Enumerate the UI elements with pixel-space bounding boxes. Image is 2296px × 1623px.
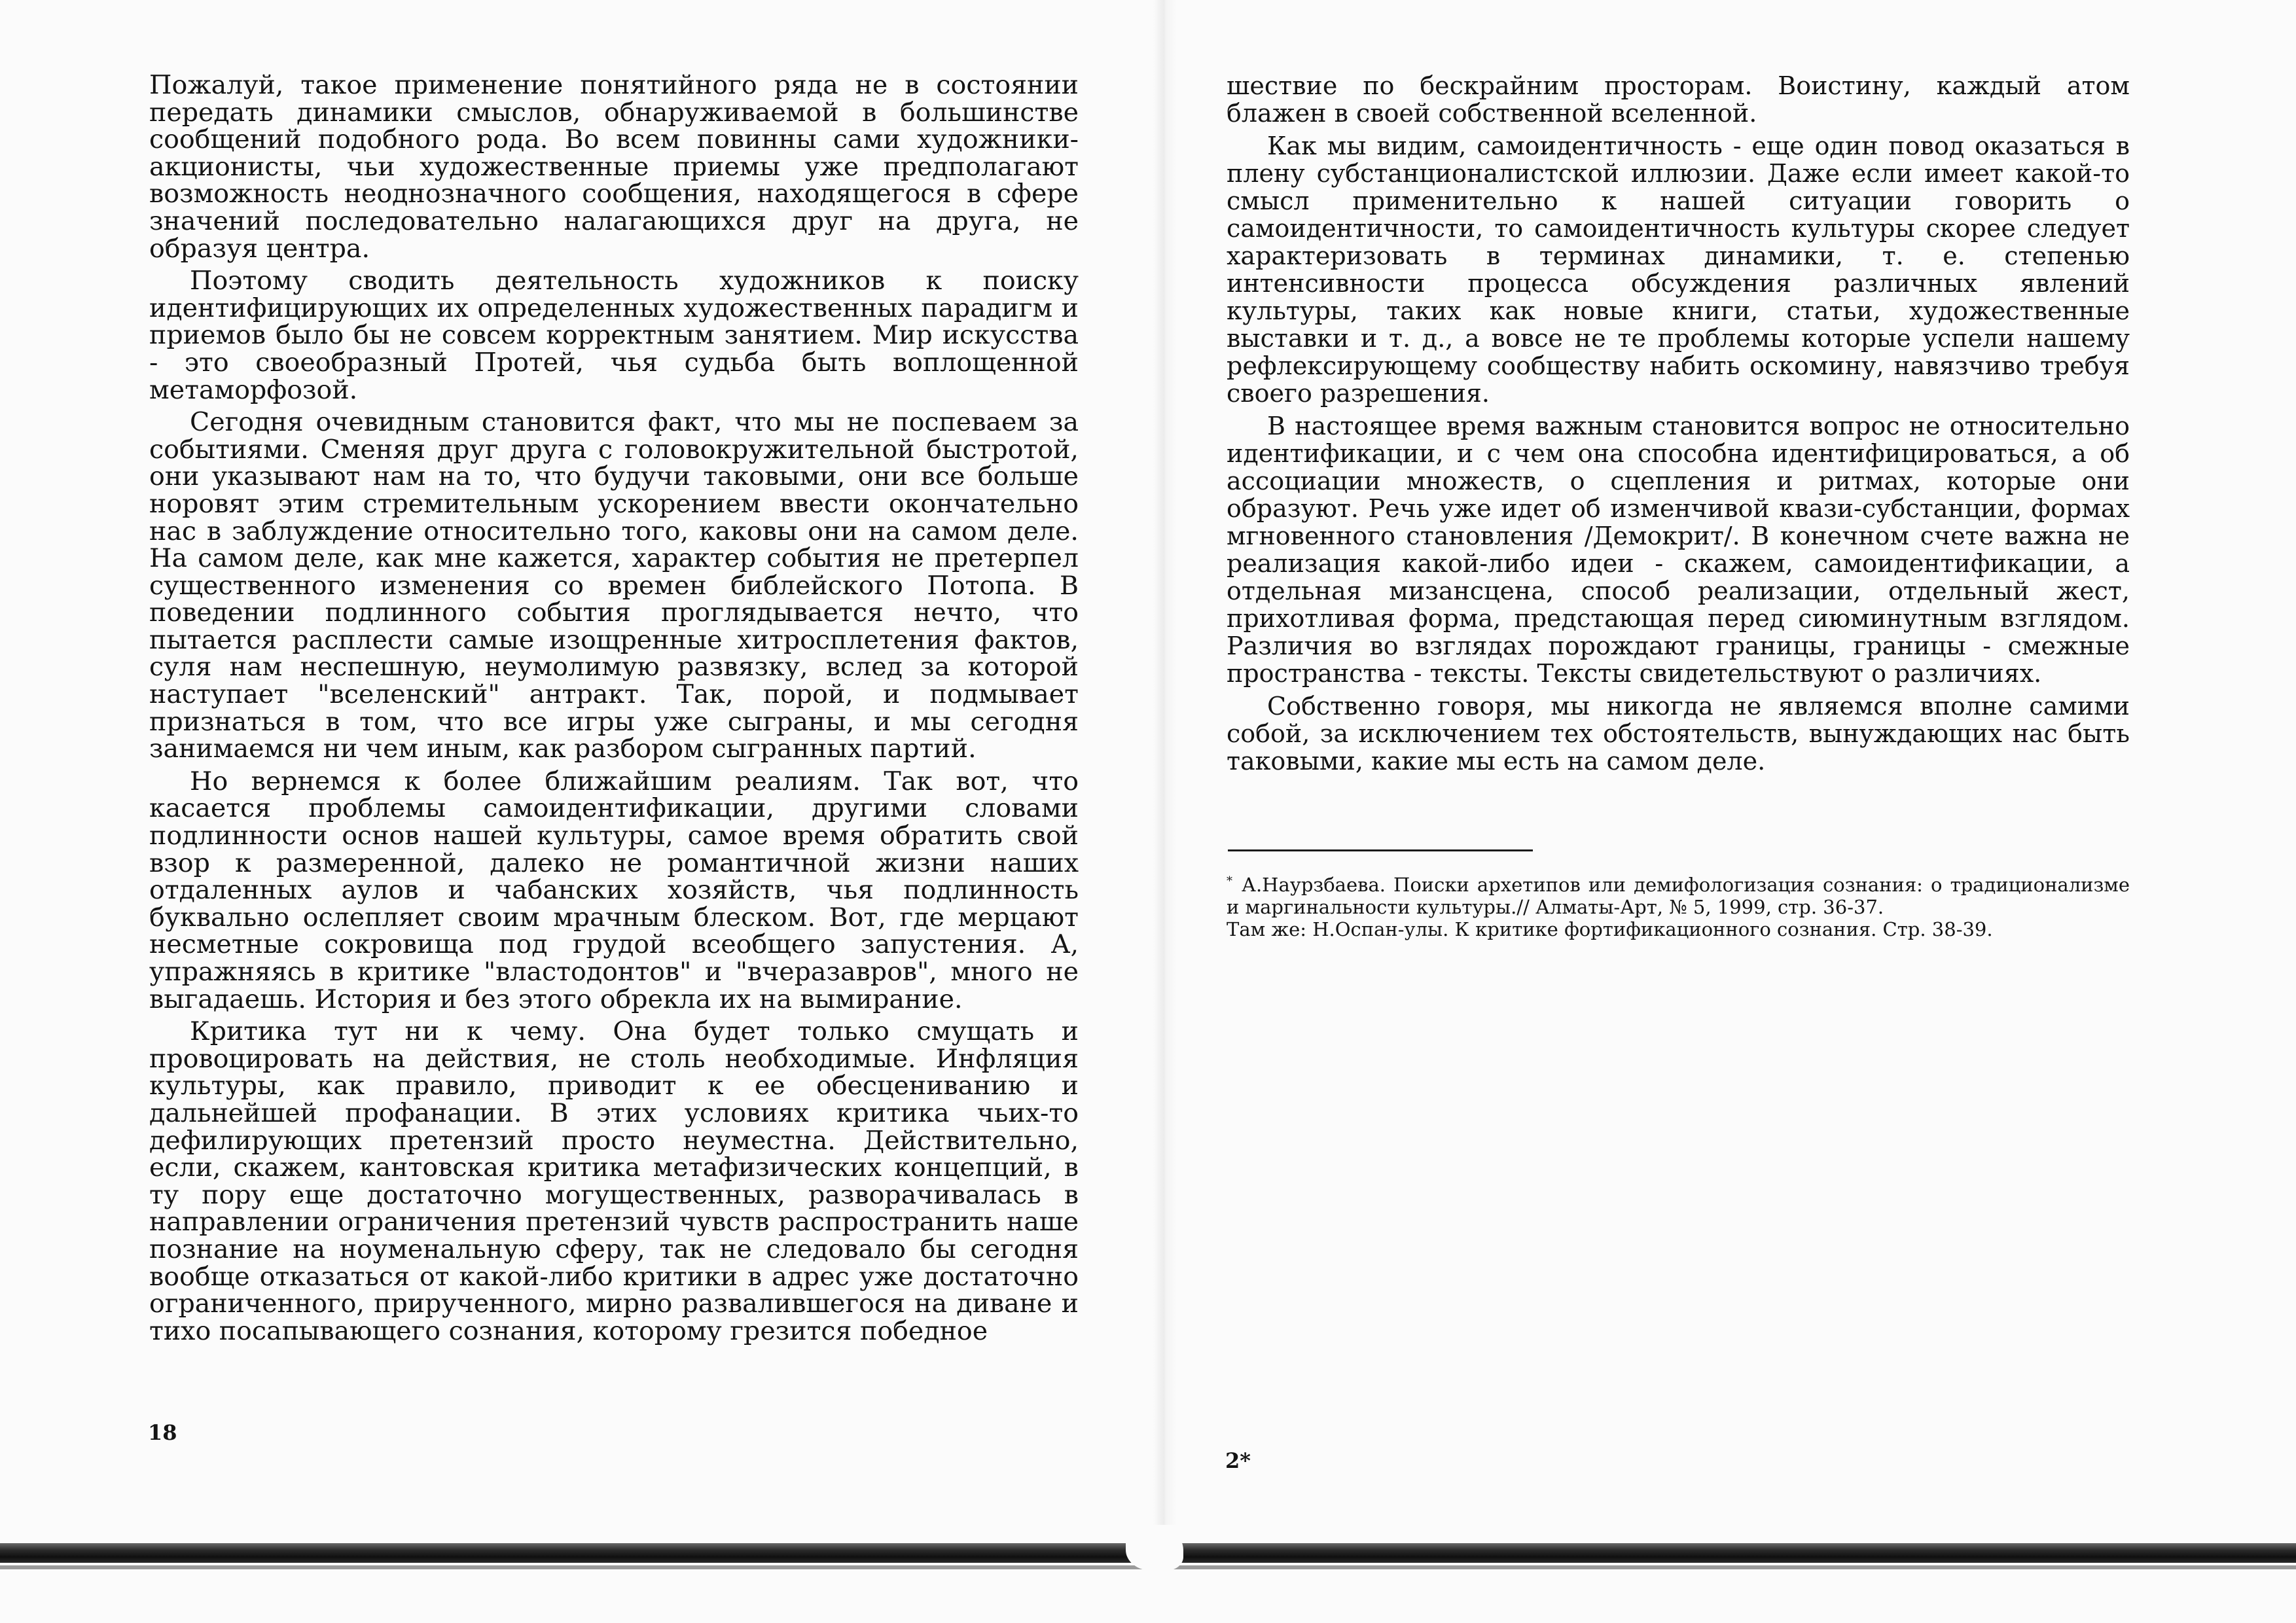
- right-paragraph-4: Собственно говоря, мы никогда не являемся вполне самими собой, за исключением тех обстоятельств, вынуждающих нас быть таковыми, какие мы есть на самом деле.: [1227, 692, 2130, 776]
- left-paragraph-4: Но вернемся к более ближайшим реалиям. Так вот, что касается проблемы самоидентификации, другими словами подлинности основ нашей культуры, самое время обратить свой взор к размеренной, далеко не романтичной жизни наших отдаленных аулов и чабанских хозяйств, чья подлинность буквально ослепляет своим мрачным блеском. Вот, где мерцают несметные сокровища под грудой всеобщего запустения. А, упражняясь в критике "властодонтов" и "вчеразавров", много не выгадаешь. История и без этого обрекла их на вымирание.: [149, 766, 1079, 1014]
- book-gutter: [1153, 0, 1177, 1525]
- footnote-divider: [1228, 849, 1533, 851]
- right-paragraph-2: Как мы видим, самоидентичность - еще один повод оказаться в плену субстанционалистской иллюзии. Даже если имеет какой-то смысл применительно к нашей ситуации говорить о самоидентичности, то самоидентичность культуры скорее следует характеризовать в терминах динамики, т. е. степенью интенсивности процесса обсуждения различных явлений культуры, таких как новые книги, статьи, художественные выставки и т. д., а вовсе не те проблемы которые успели нашему рефлексирующему сообществу набить оскомину, навязчиво требуя своего разрешения.: [1227, 132, 2130, 408]
- right-paragraph-3: В настоящее время важным становится вопрос не относительно идентификации, и с чем она способна идентифицироваться, а об ассоциации множеств, о сцепления и ритмах, которые они образуют. Речь уже идет об изменчивой квази-субстанции, формах мгновенного становления /Демокрит/. В конечном счете важна не реализация какой-либо идеи - скажем, самоидентификации, а отдельная мизансцена, способ реализации, отдельный жест, прихотливая форма, предстающая перед сиюминутным взглядом. Различия во взглядах порождают границы, границы - смежные пространства - тексты. Тексты свидетельствуют о различиях.: [1227, 412, 2130, 688]
- left-page-number: 18: [148, 1420, 177, 1445]
- paper-tear: [1126, 1525, 1183, 1571]
- left-paragraph-3: Сегодня очевидным становится факт, что мы не поспеваем за событиями. Сменяя друг друга с головокружительной быстротой, они указывают нам на то, что будучи таковыми, они все больше норовят этим стремительным ускорением ввести окончательно нас в заблуждение относительно того, каковы они на самом деле. На самом деле, как мне кажется, характер события не претерпел существенного изменения со времен библейского Потопа. В поведении подлинного события проглядывается нечто, что пытается расплести самые изощренные хитросплетения фактов, суля нам неспешную, неумолимую развязку, вслед за которой наступает "вселенский" антракт. Так, порой, и подмывает признаться в том, что все игры уже сыграны, и мы сегодня занимаемся ни чем иным, как разбором сыгранных партий.: [149, 407, 1079, 764]
- left-paragraph-5: Критика тут ни к чему. Она будет только смущать и провоцировать на действия, не столь необходимые. Инфляция культуры, как правило, приводит к ее обесцениванию и дальнейшей профанации. В этих условиях критика чьих-то дефилирующих претензий просто неуместна. Действительно, если, скажем, кантовская критика метафизических концепций, в ту пору еще достаточно могущественных, разворачивалась в направлении ограничения претензий чувств распространить наше познание на ноуменальную сферу, так не следовало бы сегодня вообще отказаться от какой-либо критики в адрес уже достаточно ограниченного, прирученного, мирно развалившегося на диване и тихо посапывающего сознания, которому грезится победное: [149, 1016, 1079, 1346]
- right-paragraph-1: шествие по бескрайним просторам. Воистину, каждый атом блажен в своей собственной вселенной.: [1227, 71, 2130, 128]
- left-paragraph-1: Пожалуй, такое применение понятийного ряда не в состоянии передать динамики смыслов, обнаруживаемой в большинстве сообщений подобного рода. Во всем повинны сами художники-акционисты, чьи художественные приемы уже предполагают возможность неоднозначного сообщения, находящегося в сфере значений последовательно налагающихся друг на друга, не образуя центра.: [149, 70, 1079, 264]
- right-page: [1227, 72, 2130, 775]
- footnote-2: Там же: Н.Оспан-улы. К критике фортификационного сознания. Стр. 38-39.: [1227, 918, 1993, 940]
- left-page: [149, 72, 1079, 1345]
- footnote-1: [1227, 870, 2130, 918]
- footnotes: [1227, 870, 2130, 940]
- footnote-marker: *: [1227, 874, 1232, 888]
- left-paragraph-2: Поэтому сводить деятельность художников к поиску идентифицирующих их определенных художественных парадигм и приемов было бы не совсем корректным занятием. Мир искусства - это своеобразный Протей, чья судьба быть воплощенной метаморфозой.: [149, 266, 1079, 405]
- right-page-number: 2*: [1225, 1448, 1251, 1473]
- footnote-1-text: А.Наурзбаева. Поиски архетипов или демифологизация сознания: о традиционализме и маргинальности культуры.// Алматы-Арт, № 5, 1999, стр. 36-37.: [1227, 874, 2130, 918]
